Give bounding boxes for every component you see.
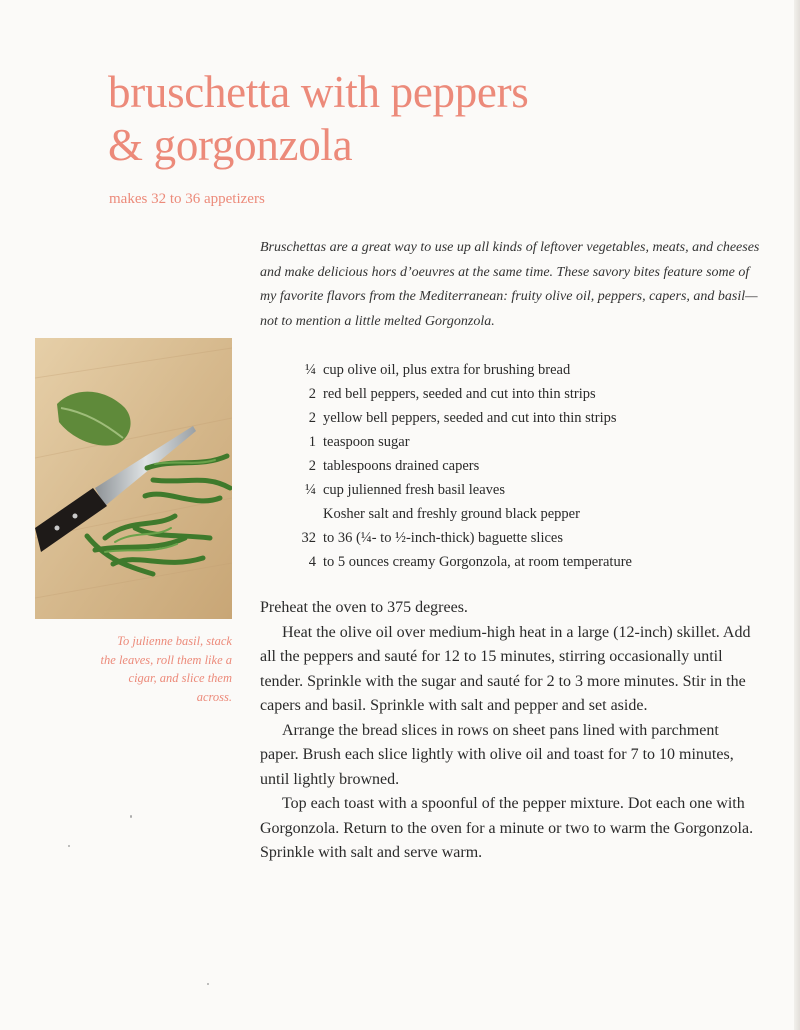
ingredient-item — [284, 550, 632, 574]
photo-caption: To julienne basil, stack the leaves, roll them like a cigar, and slice them across. — [100, 634, 232, 704]
photo-illustration — [35, 338, 232, 619]
ingredient-item — [284, 382, 632, 406]
ingredient-item — [284, 430, 632, 454]
ingredient-item — [284, 502, 632, 526]
ingredient-item — [284, 358, 632, 382]
method-step: Arrange the bread slices in rows on sheet pans lined with parchment paper. Brush each slice lightly with olive oil and toast for 7 to 10 minutes, until lightly browned. — [260, 721, 734, 788]
recipe-title — [108, 66, 528, 172]
ingredient-qty: 2 — [308, 386, 316, 402]
title-line-1: bruschetta with peppers — [108, 67, 529, 117]
recipe-intro: Bruschettas are a great way to use up all kinds of leftover vegetables, meats, and cheeses and make delicious hors d’oeuvres at the same time. These savory bites feature some of my favorite flavors from the Mediterranean: fruity olive oil, peppers, capers, and basil—not to mention a little melted Gorgonzola. — [260, 240, 760, 329]
ingredient-text: teaspoon sugar — [323, 434, 410, 450]
ingredient-text: Kosher salt and freshly ground black pepper — [323, 506, 580, 522]
ingredient-text: cup olive oil, plus extra for brushing bread — [323, 362, 571, 378]
paper-speck — [207, 983, 209, 985]
title-line-2: & gorgonzola — [108, 120, 353, 170]
ingredient-qty: ¼ — [305, 482, 316, 498]
ingredient-text: to 5 ounces creamy Gorgonzola, at room temperature — [323, 554, 632, 570]
recipe-yield: makes 32 to 36 appetizers — [109, 191, 265, 207]
method-step: Top each toast with a spoonful of the pepper mixture. Dot each one with Gorgonzola. Return to the oven for a minute or two to warm the Gorgonzola. Sprinkle with salt and serve warm. — [260, 795, 754, 861]
ingredient-text: red bell peppers, seeded and cut into thin strips — [323, 386, 596, 402]
ingredient-item — [284, 454, 632, 478]
knife-rivet — [73, 514, 78, 519]
ingredient-qty: 4 — [308, 554, 316, 570]
method-step: Heat the olive oil over medium-high heat in a large (12-inch) skillet. Add all the peppers and sauté for 12 to 15 minutes, stirring occasionally until tender. Sprinkle with the sugar and sauté for 2 to 3 more minutes. Stir in the capers and basil. Sprinkle with salt and pepper and set aside. — [260, 623, 751, 714]
ingredient-text: to 36 (¼- to ½-inch-thick) baguette slices — [323, 530, 563, 546]
basil-knife-photo — [35, 338, 232, 619]
paper-speck — [130, 815, 132, 818]
ingredient-item — [284, 406, 632, 430]
ingredient-text: tablespoons drained capers — [323, 458, 480, 474]
ingredient-qty: 1 — [308, 434, 316, 450]
knife-rivet — [55, 526, 60, 531]
method-step: Preheat the oven to 375 degrees. — [260, 599, 468, 616]
method-steps — [260, 596, 756, 866]
paper-speck — [68, 845, 70, 847]
ingredient-item — [284, 526, 632, 550]
page-edge — [794, 0, 800, 1030]
ingredient-qty: 2 — [308, 458, 316, 474]
ingredient-qty — [284, 502, 323, 526]
ingredient-qty: 32 — [301, 530, 316, 546]
ingredient-text: yellow bell peppers, seeded and cut into thin strips — [323, 410, 617, 426]
ingredient-qty: ¼ — [305, 362, 316, 378]
ingredient-list — [284, 358, 632, 574]
ingredient-text: cup julienned fresh basil leaves — [323, 482, 505, 498]
ingredient-qty: 2 — [308, 410, 316, 426]
ingredient-item — [284, 478, 632, 502]
